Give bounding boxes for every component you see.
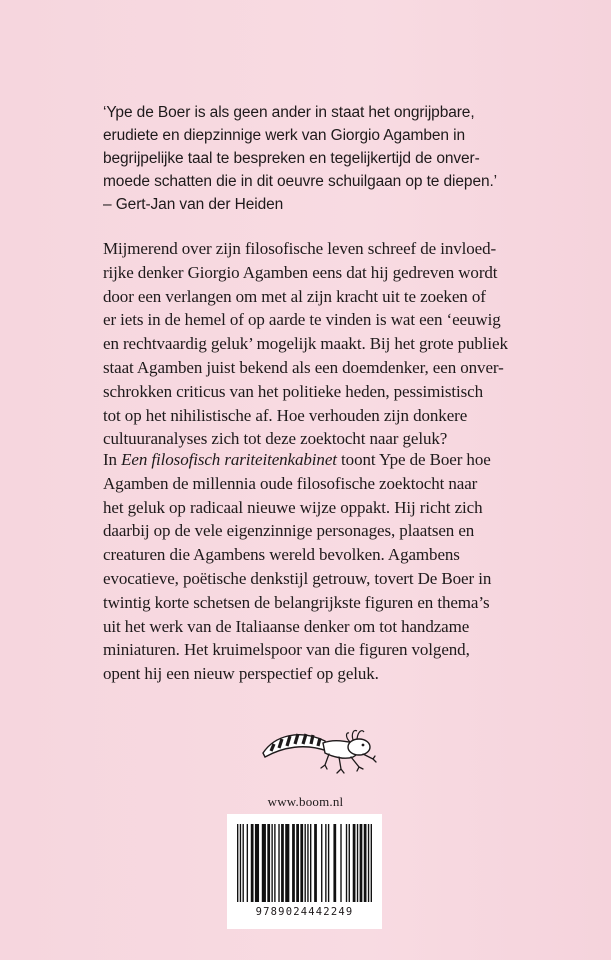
barcode-bar xyxy=(255,824,259,902)
text-line: miniaturen. Het kruimelspoor van die figuren volgend, xyxy=(103,640,470,660)
barcode-bar xyxy=(305,824,306,902)
barcode-bar xyxy=(325,824,326,902)
barcode-bar xyxy=(346,824,347,902)
text-line: tot op het nihilistische af. Hoe verhouden zijn donkere xyxy=(103,405,468,425)
text-line: er iets in de hemel of op aarde te vinden is wat een ‘eeuwig xyxy=(103,310,501,330)
endorsement-quote xyxy=(103,101,563,216)
barcode-bar xyxy=(267,824,270,902)
barcode-bar xyxy=(333,824,336,902)
barcode-panel xyxy=(227,814,382,929)
barcode-bar xyxy=(321,824,322,902)
barcode-bar xyxy=(310,824,311,902)
barcode-bar xyxy=(262,824,266,902)
quote-line: moede schatten die in dit oeuvre schuilgaan op te diepen.’ xyxy=(103,173,498,190)
barcode-bar xyxy=(328,824,329,902)
text-line: opent hij een nieuw perspectief op geluk. xyxy=(103,664,379,684)
text-line xyxy=(103,448,563,472)
barcode-bar xyxy=(274,824,275,902)
barcode-bar xyxy=(353,824,356,902)
barcode-bar xyxy=(368,824,369,902)
barcode-bar xyxy=(300,824,303,902)
barcode-bar xyxy=(271,824,272,902)
text-line: Mijmerend over zijn filosofische leven schreef de invloed- xyxy=(103,239,497,258)
barcode-bar xyxy=(243,824,244,902)
quote-line: ‘Ype de Boer is als geen ander in staat het ongrijpbare, xyxy=(103,104,475,121)
barcode-bar xyxy=(247,824,248,902)
barcode-bar xyxy=(237,824,238,902)
text-intro: In xyxy=(103,450,122,469)
salamander-icon xyxy=(255,713,385,783)
text-line: uit het werk van de Italiaanse denker om tot handzame xyxy=(103,616,470,636)
barcode-bar xyxy=(292,824,295,902)
barcode-bar xyxy=(364,824,367,902)
text-line: evocatieve, poëtische denkstijl getrouw, tovert De Boer in xyxy=(103,568,492,588)
text-line: het geluk op radicaal nieuwe wijze oppakt. Hij richt zich xyxy=(103,497,483,517)
quote-line: erudiete en diepzinnige werk van Giorgio Agamben in xyxy=(103,127,465,144)
barcode-bar xyxy=(251,824,254,902)
text-line: twintig korte schetsen de belangrijkste figuren en thema’s xyxy=(103,592,490,612)
barcode-bar xyxy=(357,824,358,902)
isbn-number: 9789024442249 xyxy=(255,906,354,918)
blurb-paragraph-2 xyxy=(103,448,563,686)
barcode-bar xyxy=(314,824,317,902)
barcode-bar xyxy=(285,824,289,902)
barcode-bar xyxy=(360,824,363,902)
barcode-bar xyxy=(349,824,350,902)
book-title: Een filosofisch rariteitenkabinet xyxy=(121,450,337,469)
text-line: schrokken criticus van het politieke heden, pessimistisch xyxy=(103,381,484,401)
quote-line: begrijpelijke taal te bespreken en tegelijkertijd de onver- xyxy=(103,150,480,167)
text-line: rijke denker Giorgio Agamben eens dat hij gedreven wordt xyxy=(103,262,498,282)
barcode-bar xyxy=(307,824,308,902)
barcode-bar xyxy=(340,824,341,902)
barcode xyxy=(237,824,372,902)
barcode-bar xyxy=(240,824,241,902)
text-line: daarbij op de vele eigenzinnige personages, plaatsen en xyxy=(103,521,475,541)
text-line: door een verlangen om met al zijn kracht uit te zoeken of xyxy=(103,286,486,306)
text-line: Agamben de millennia oude filosofische zoektocht naar xyxy=(103,473,478,493)
text-rest: toont Ype de Boer hoe xyxy=(336,450,491,469)
publisher-website: www.boom.nl xyxy=(267,794,344,809)
text-line: en rechtvaardig geluk’ mogelijk maakt. Bij het grote publiek xyxy=(103,334,508,354)
barcode-bar xyxy=(371,824,372,902)
barcode-bar xyxy=(281,824,284,902)
text-line: staat Agamben juist bekend als een doemdenker, een onver- xyxy=(103,357,504,377)
barcode-bar xyxy=(278,824,279,902)
barcode-bar xyxy=(296,824,299,902)
blurb-paragraph-1 xyxy=(103,237,563,451)
text-line: cultuuranalyses zich tot deze zoektocht naar geluk? xyxy=(103,429,448,449)
quote-attribution: – Gert-Jan van der Heiden xyxy=(103,196,284,213)
text-line: creaturen die Agambens wereld bevolken. Agambens xyxy=(103,545,460,565)
